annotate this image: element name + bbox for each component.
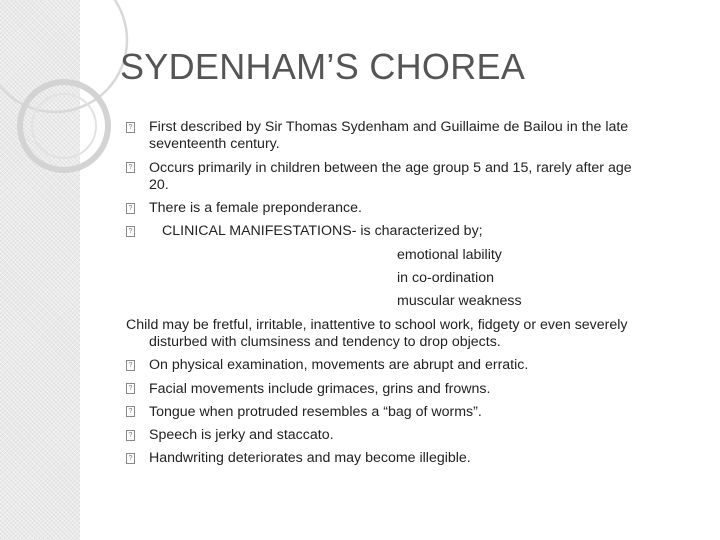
bullet-text: Occurs primarily in children between the age group 5 and 15, rarely after age xyxy=(149,159,632,176)
missing-glyph-box-icon: ? xyxy=(126,116,140,139)
bullet-text: CLINICAL MANIFESTATIONS- is characterized by; xyxy=(162,223,483,240)
bullet-item-7 xyxy=(126,401,700,424)
bullet-item-9 xyxy=(126,447,700,470)
sub-item-muscular-weakness: muscular weakness xyxy=(397,293,522,310)
sub-item-emotional-lability: emotional lability xyxy=(397,246,502,263)
missing-glyph-box-icon: ? xyxy=(126,157,140,180)
decorative-circle-large xyxy=(0,0,127,112)
bullet-text: Speech is jerky and staccato. xyxy=(149,427,334,444)
bullet-text: Facial movements include grimaces, grins and frowns. xyxy=(149,380,491,397)
decorative-circle-medium xyxy=(20,82,108,170)
missing-glyph-box-icon: ? xyxy=(126,220,140,243)
bullet-item-8 xyxy=(126,424,700,447)
missing-glyph-box-icon: ? xyxy=(126,447,140,470)
bullet-item-5 xyxy=(126,354,700,377)
paragraph-child: Child may be fretful, irritable, inattentive to school work, fidgety or even severely xyxy=(126,316,628,333)
missing-glyph-box-icon: ? xyxy=(126,378,140,401)
slide-body xyxy=(126,116,700,471)
bullet-text: First described by Sir Thomas Sydenham and Guillaime de Bailou in the late xyxy=(149,119,629,135)
page-title: SYDENHAM’S CHOREA xyxy=(120,46,526,87)
decorative-circle-small xyxy=(32,94,96,158)
bullet-item-4 xyxy=(126,220,700,243)
paragraph-child-continuation: disturbed with clumsiness and tendency to drop objects. xyxy=(149,333,501,350)
bullet-item-6 xyxy=(126,378,700,401)
bullet-item-2-continuation: 20. xyxy=(149,176,169,193)
sub-item-in-coordination: in co-ordination xyxy=(397,270,495,287)
missing-glyph-box-icon: ? xyxy=(126,354,140,377)
bullet-text: Handwriting deteriorates and may become illegible. xyxy=(149,450,471,467)
bullet-text: On physical examination, movements are abrupt and erratic. xyxy=(149,357,529,374)
bullet-text: There is a female preponderance. xyxy=(149,200,362,217)
missing-glyph-box-icon: ? xyxy=(126,401,140,424)
bullet-text: Tongue when protruded resembles a “bag of worms”. xyxy=(149,403,482,420)
missing-glyph-box-icon: ? xyxy=(126,424,140,447)
bullet-item-3 xyxy=(126,197,700,220)
bullet-item-1-continuation: seventeenth century. xyxy=(149,136,280,153)
missing-glyph-box-icon: ? xyxy=(126,197,140,220)
